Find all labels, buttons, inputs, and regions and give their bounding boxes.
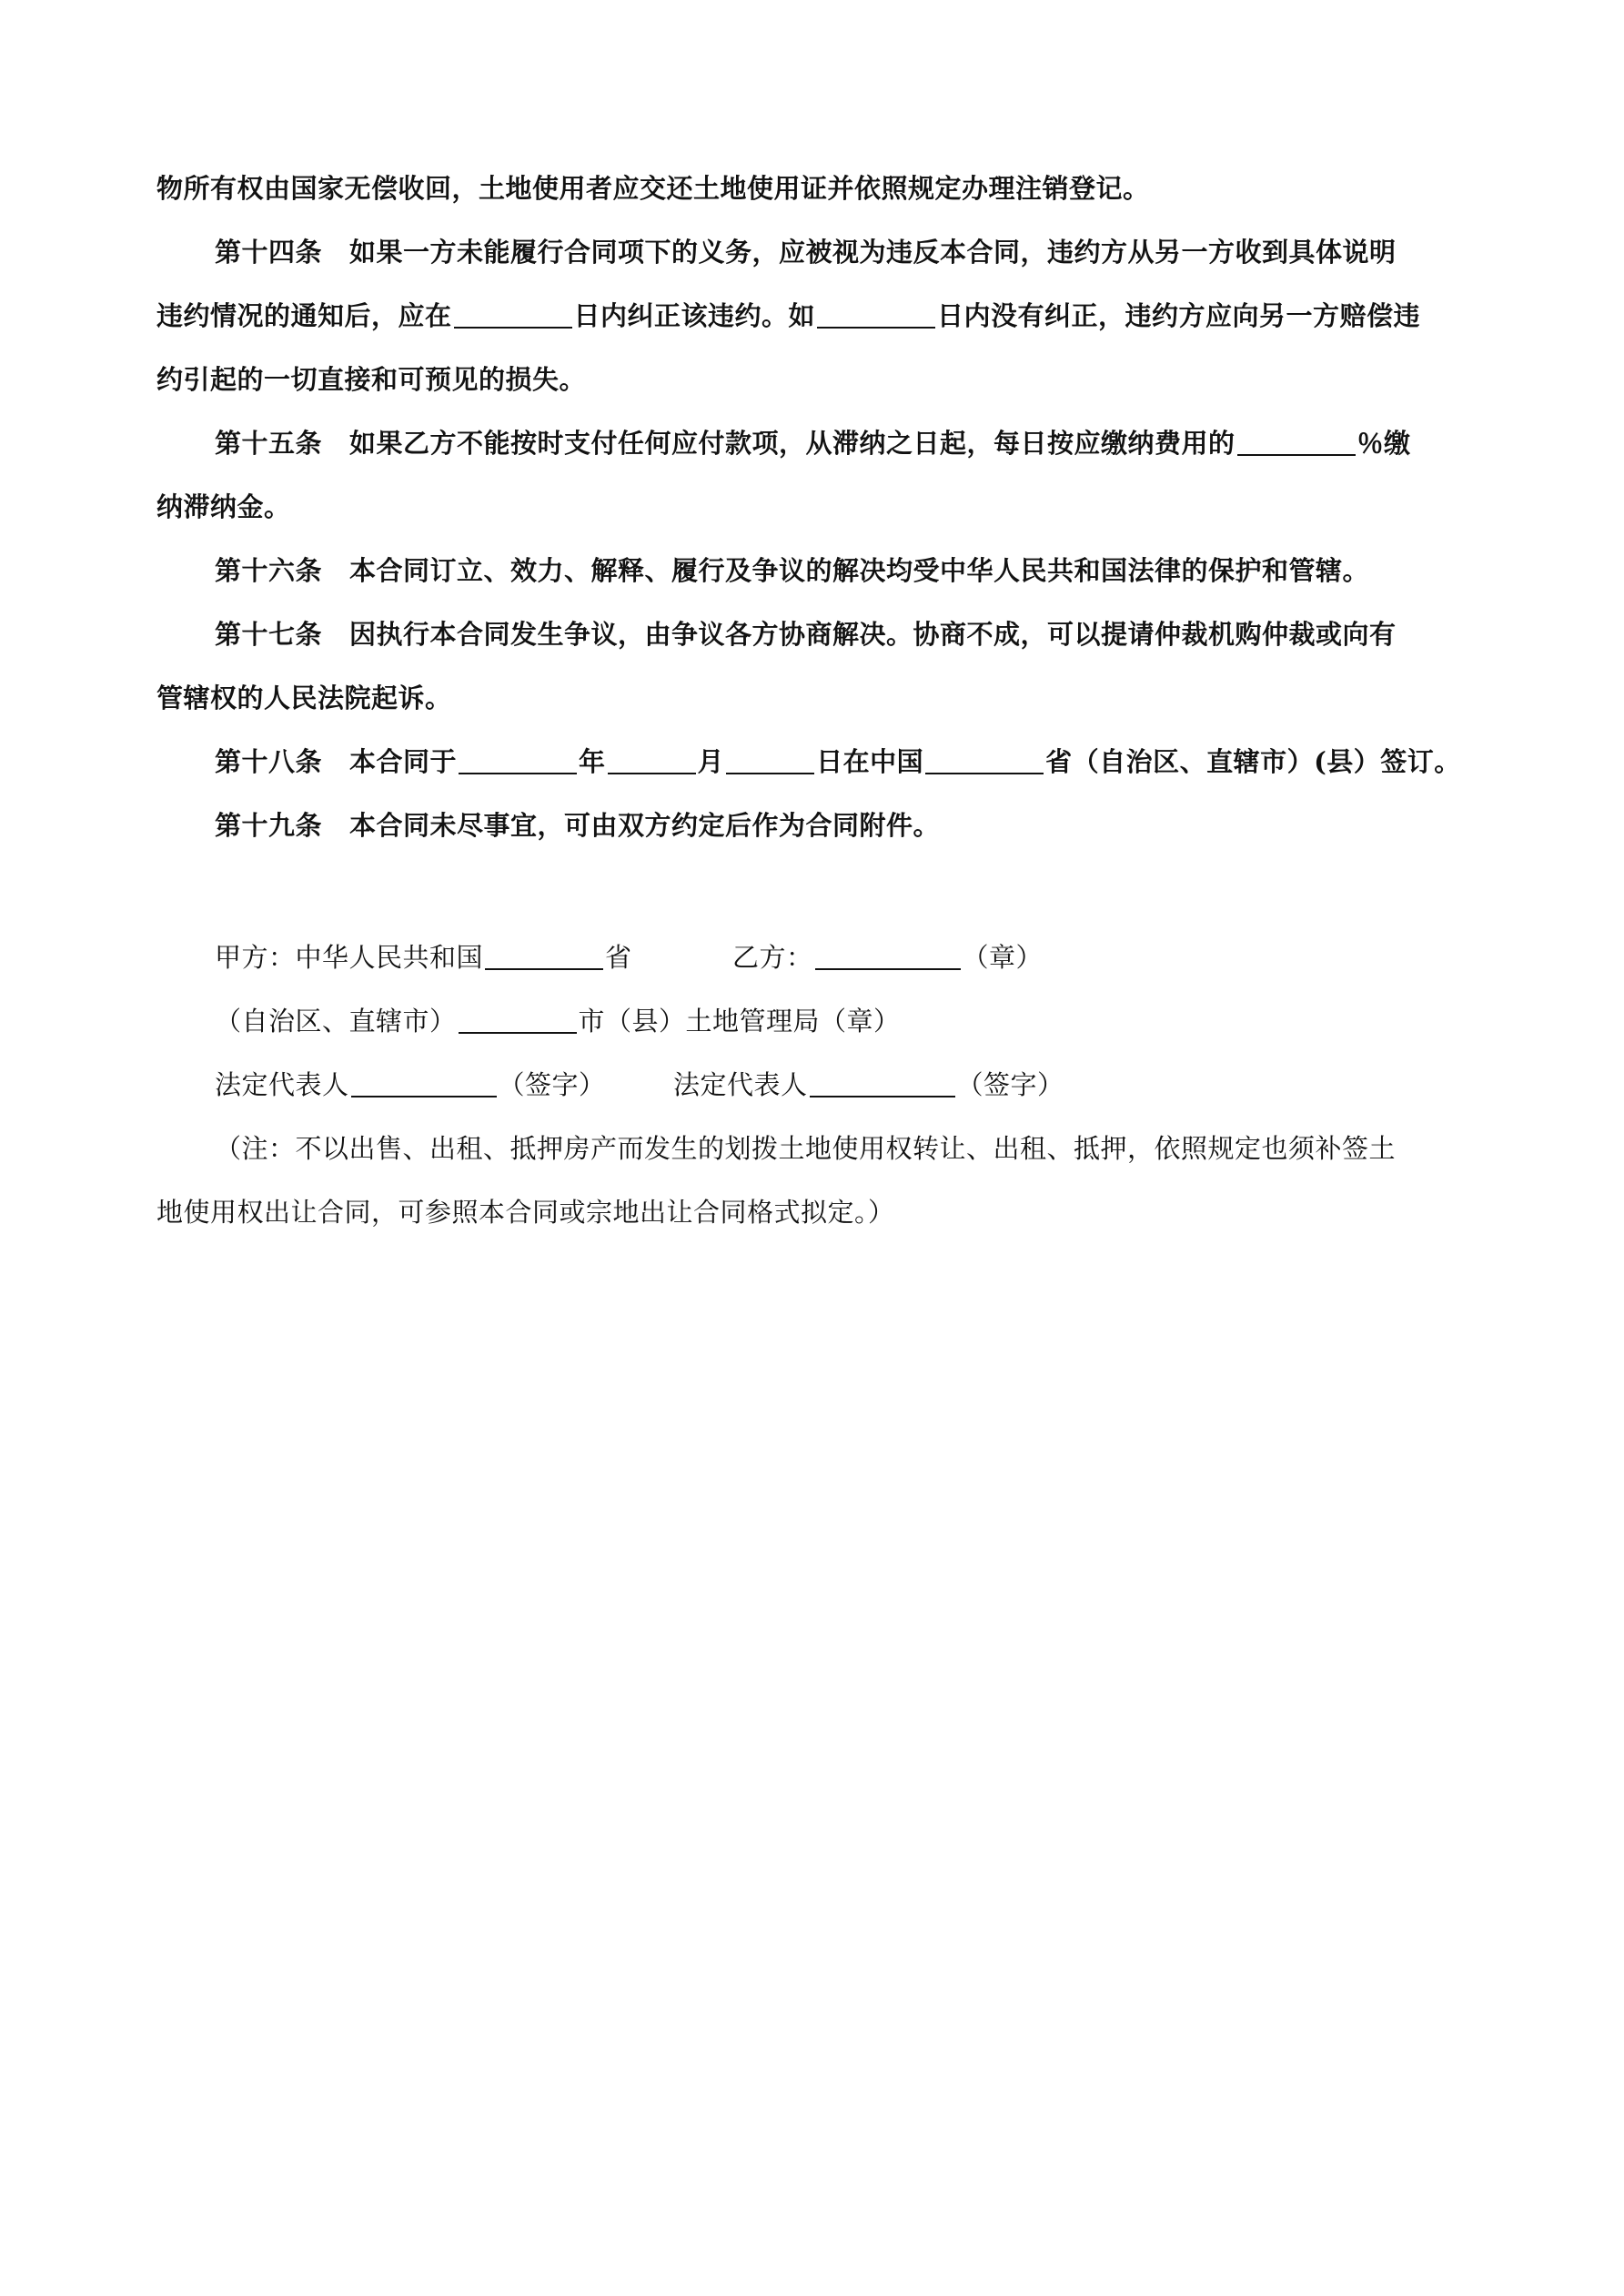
article-16-number: 第十六条: [215, 555, 323, 586]
party-a-province-blank: [485, 941, 603, 970]
party-a-signature-blank: [351, 1068, 497, 1097]
party-b-name-blank: [815, 941, 961, 970]
article-14-line-3: 约引起的一切直接和可预见的损失。: [156, 364, 587, 395]
article-14-number: 第十四条: [215, 237, 323, 268]
article-18-number: 第十八条: [215, 746, 323, 777]
year-blank: [459, 745, 577, 774]
month-blank: [608, 745, 696, 774]
article-19-line-1: 第十九条 本合同未尽事宜，可由双方约定后作为合同附件。: [215, 810, 941, 841]
article-18-line-1: 第十八条 本合同于 年 月 日在中国 省（自治区、直辖市）(县）签订。: [215, 746, 1461, 777]
party-b-representative: 法定代表人 （签字）: [673, 1069, 1064, 1100]
article-17-line-1: 第十七条 因执行本合同发生争议，由争议各方协商解决。协商不成，可以提请仲裁机购仲裁或向有: [215, 619, 1397, 650]
article-15-number: 第十五条: [215, 428, 323, 459]
article-14-line-1: 第十四条 如果一方未能履行合同项下的义务，应被视为违反本合同，违约方从另一方收到具体说明: [215, 237, 1397, 268]
article-17-line-2: 管辖权的人民法院起诉。: [156, 683, 452, 713]
article-13-tail: 物所有权由国家无偿收回，土地使用者应交还土地使用证并依照规定办理注销登记。: [156, 173, 1150, 204]
party-a-label: 甲方：中华人民共和国 省: [215, 942, 632, 973]
days-blank-2: [817, 299, 935, 329]
article-15-line-1: 第十五条 如果乙方不能按时支付任何应付款项，从滞纳之日起，每日按应缴纳费用的 ％缴: [215, 428, 1411, 459]
party-a-line-2: （自治区、直辖市） 市（县）土地管理局（章）: [215, 1006, 901, 1037]
percent-blank: [1237, 427, 1356, 456]
article-15-line-2: 纳滞纳金。: [156, 491, 291, 522]
days-blank-1: [454, 299, 572, 329]
city-blank: [459, 1005, 577, 1034]
party-b-signature-blank: [810, 1068, 955, 1097]
province-blank: [925, 745, 1044, 774]
article-16-line-1: 第十六条 本合同订立、效力、解释、履行及争议的解决均受中华人民共和国法律的保护和管辖。: [215, 555, 1370, 586]
party-a-representative: 法定代表人 （签字）: [215, 1069, 606, 1100]
note-line-2: 地使用权出让合同，可参照本合同或宗地出让合同格式拟定。）: [156, 1197, 895, 1228]
article-19-number: 第十九条: [215, 810, 323, 841]
article-14-line-2: 违约情况的通知后，应在 日内纠正该违约。如 日内没有纠正，违约方应向另一方赔偿违: [156, 300, 1421, 331]
note-line-1: （注：不以出售、出租、抵押房产而发生的划拨土地使用权转让、出租、抵押，依照规定也须补签土: [215, 1133, 1397, 1164]
day-blank: [726, 745, 814, 774]
party-b-label: 乙方： （章）: [732, 942, 1044, 973]
article-17-number: 第十七条: [215, 619, 323, 650]
